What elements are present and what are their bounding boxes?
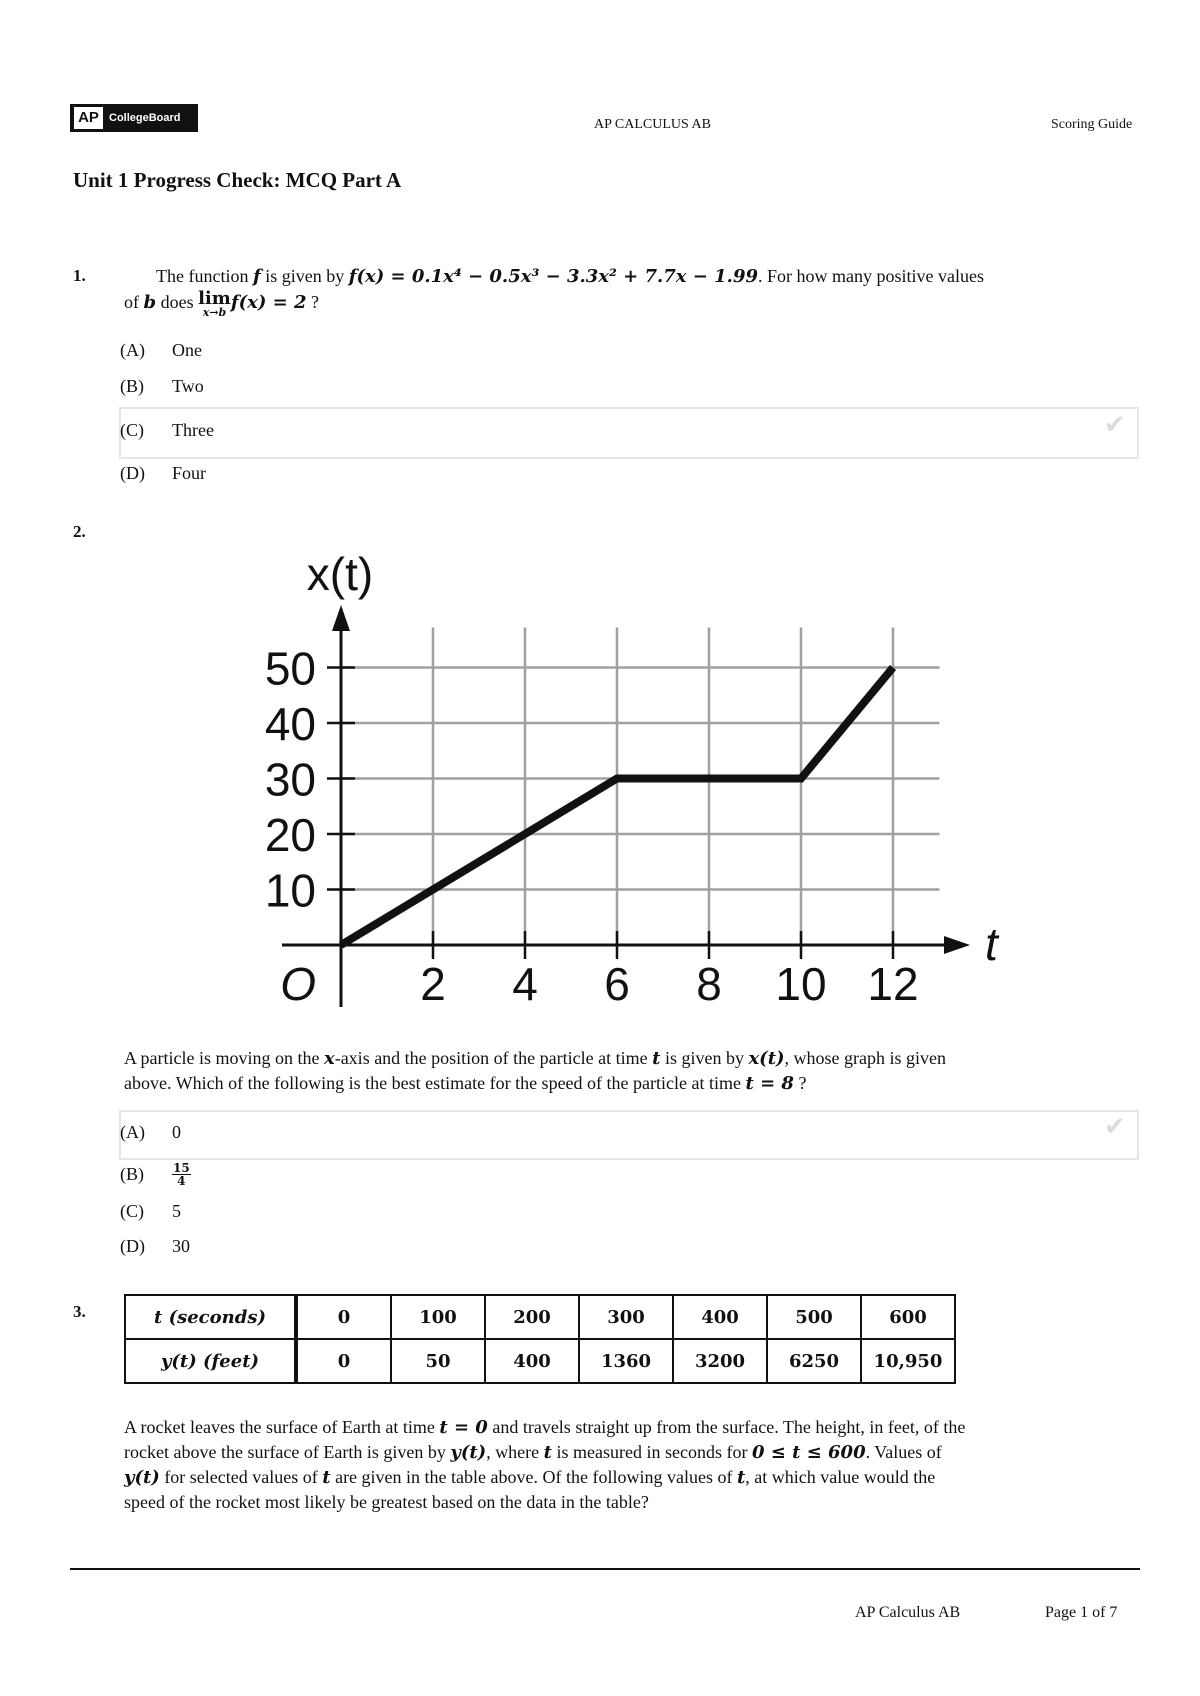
y-tick-label: 20 xyxy=(264,809,316,861)
x-axis-arrow xyxy=(944,936,970,954)
x-tick-label: 2 xyxy=(420,958,446,1010)
limit-expression: lim x→b xyxy=(198,288,231,319)
question-2-correct-highlight xyxy=(119,1110,1139,1160)
origin-label: O xyxy=(280,958,316,1010)
x-tick-label: 4 xyxy=(512,958,538,1010)
table-cell: 10,950 xyxy=(861,1339,955,1383)
question-2-choice-a[interactable]: (A) 0 xyxy=(120,1121,181,1142)
question-3-number: 3. xyxy=(73,1302,86,1321)
table-row xyxy=(125,1339,955,1383)
x-tick-label: 8 xyxy=(696,958,722,1010)
x-tick-label: 6 xyxy=(604,958,630,1010)
collegeboard-logo-text: CollegeBoard xyxy=(109,112,181,124)
y-axis-arrow xyxy=(332,605,350,631)
question-1-stem-line-2: of b does lim x→b f(x) = 2 ? xyxy=(124,288,319,319)
table-cell: 0 xyxy=(296,1295,391,1339)
question-2-choice-b[interactable]: (B) $\frac{15}{4}$ xyxy=(120,1160,190,1188)
header-guide: Scoring Guide xyxy=(1051,117,1133,132)
question-1-number: 1. xyxy=(73,266,86,285)
table-cell: 600 xyxy=(861,1295,955,1339)
y-tick-label: 50 xyxy=(264,642,316,695)
table-cell: 500 xyxy=(767,1295,861,1339)
question-1-choice-d[interactable]: (D) Four xyxy=(120,462,207,483)
table-cell: 400 xyxy=(673,1295,767,1339)
y-tick-label: 10 xyxy=(264,864,316,917)
footer-divider xyxy=(70,1568,1140,1570)
table-cell: 0 xyxy=(296,1339,391,1383)
chart-grid xyxy=(341,628,940,946)
check-icon: ✔ xyxy=(1104,410,1126,439)
question-3-stem-line-1: A rocket leaves the surface of Earth at time t = 0 and travels straight up from the surface. The height, in feet, of the xyxy=(124,1417,966,1438)
table-cell: 200 xyxy=(485,1295,579,1339)
x-tick-label: 10 xyxy=(775,958,827,1010)
y-axis-label: x(t) xyxy=(306,548,374,600)
table-cell: 3200 xyxy=(673,1339,767,1383)
table-cell: 6250 xyxy=(767,1339,861,1383)
page-title: Unit 1 Progress Check: MCQ Part A xyxy=(73,168,402,192)
table-cell: 100 xyxy=(391,1295,485,1339)
check-icon: ✔ xyxy=(1104,1112,1126,1141)
data-table xyxy=(124,1294,956,1384)
ap-logo-mark: AP xyxy=(74,107,103,129)
table-cell: 1360 xyxy=(579,1339,673,1383)
question-3-stem-line-4: speed of the rocket most likely be greatest based on the data in the table? xyxy=(124,1492,649,1512)
question-1-stem-line-1: The function f is given by f(x) = 0.1x⁴ − 0.5x³ − 3.3x² + 7.7x − 1.99. For how many positive values xyxy=(156,266,984,287)
chart-ticks xyxy=(327,668,893,960)
question-1-choice-a[interactable]: (A) One xyxy=(120,339,202,360)
table-cell: 300 xyxy=(579,1295,673,1339)
y-tick-label: 30 xyxy=(264,753,316,806)
footer-course: AP Calculus AB xyxy=(855,1604,961,1621)
question-1-function: f(x) = 0.1x⁴ − 0.5x³ − 3.3x² + 7.7x − 1.99 xyxy=(348,266,758,287)
header-course: AP CALCULUS AB xyxy=(594,117,711,132)
fraction: $\frac{15}{4}$ xyxy=(173,1160,190,1188)
question-1-choice-b[interactable]: (B) Two xyxy=(120,375,204,396)
footer-page-number: Page 1 of 7 xyxy=(1045,1604,1118,1621)
question-3-stem-line-2: rocket above the surface of Earth is given by y(t), where t is measured in seconds for 0 ≤ t ≤ 600. Values of xyxy=(124,1442,942,1463)
table-cell: 50 xyxy=(391,1339,485,1383)
question-2-stem-line-1: A particle is moving on the x-axis and the position of the particle at time t is given by x(t), whose graph is given xyxy=(124,1048,947,1069)
question-2-choice-c[interactable]: (C) 5 xyxy=(120,1200,181,1221)
question-2-choice-d[interactable]: (D) 30 xyxy=(120,1235,190,1256)
x-axis-label: t xyxy=(985,918,998,970)
table-row xyxy=(125,1295,955,1339)
y-tick-label: 40 xyxy=(264,698,316,750)
question-1-choice-c[interactable]: (C) Three xyxy=(120,419,214,440)
question-2-number: 2. xyxy=(73,522,86,541)
question-2-stem-line-2: above. Which of the following is the best estimate for the speed of the particle at time t = 8 ? xyxy=(124,1073,807,1094)
x-tick-label: 12 xyxy=(867,958,919,1010)
table-cell: 400 xyxy=(485,1339,579,1383)
table-row-header: y(t) (feet) xyxy=(125,1339,296,1383)
question-3-stem-line-3: y(t) for selected values of t are given in the table above. Of the following values of t, at which value would the xyxy=(124,1467,936,1488)
table-row-header: t (seconds) xyxy=(125,1295,296,1339)
